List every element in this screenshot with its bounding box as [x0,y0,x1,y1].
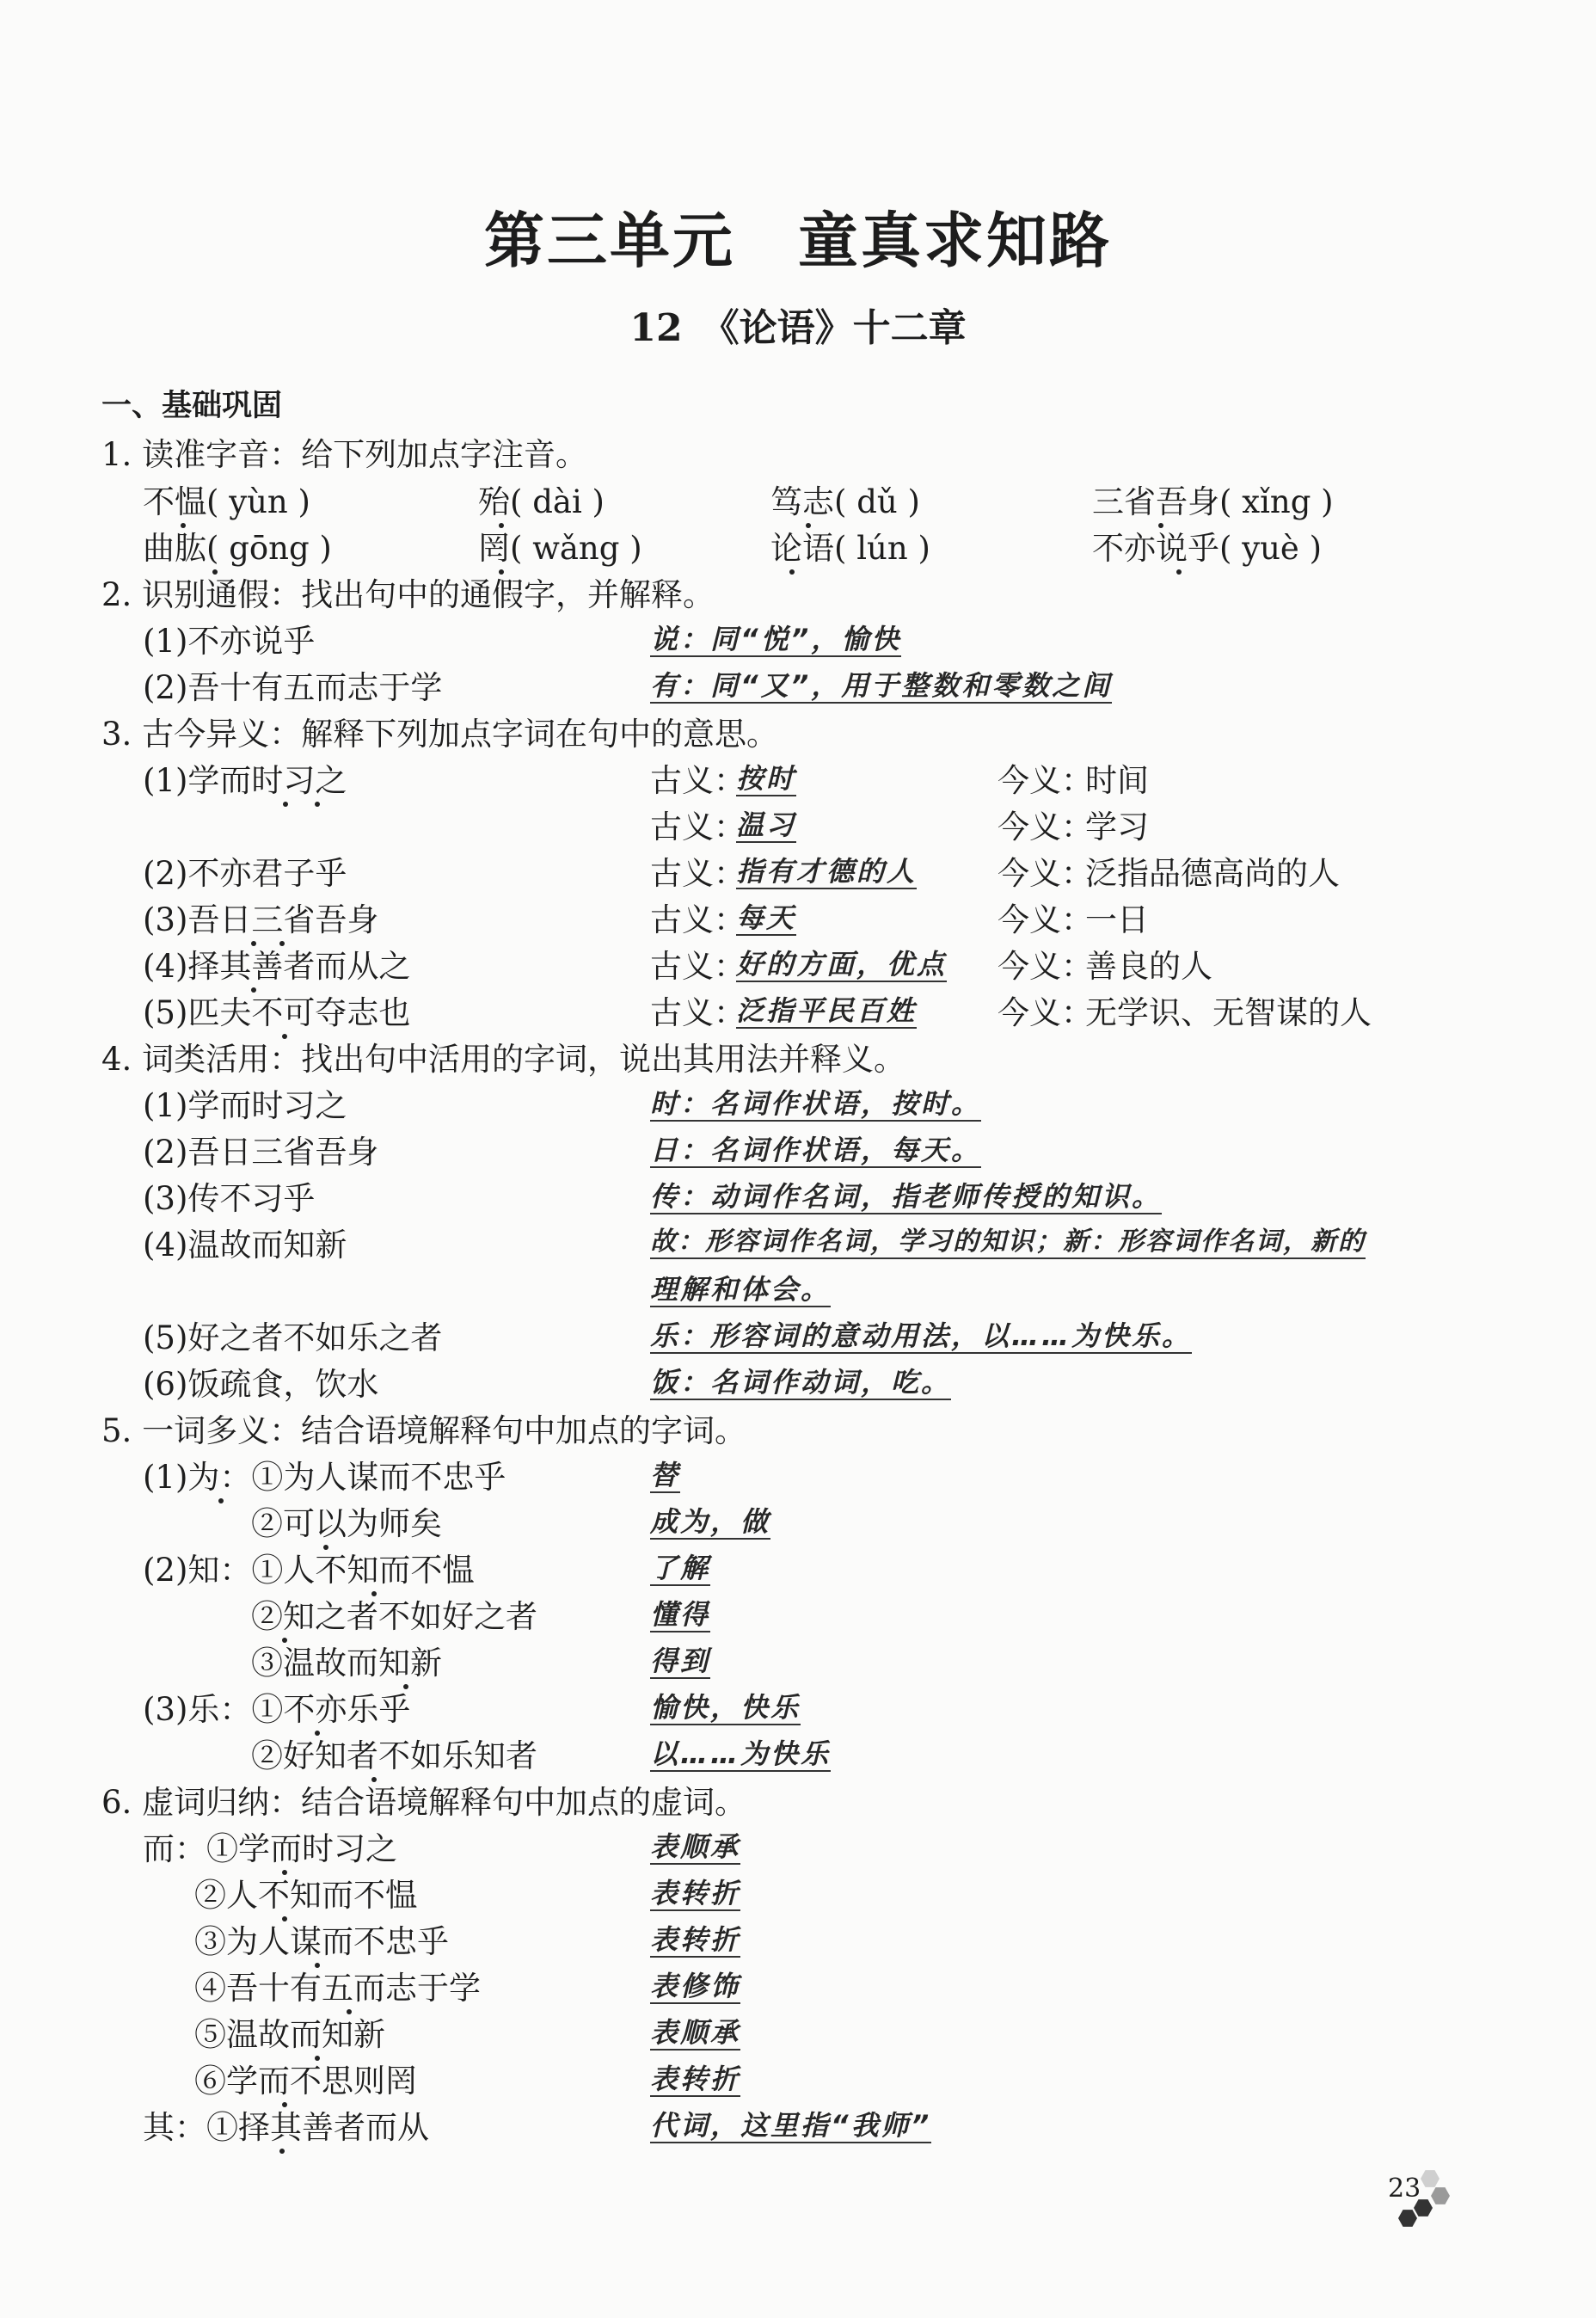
q6-prompt: 6. 虚词归纳：结合语境解释句中加点的虚词。 [101,1784,747,1821]
q4-answer: 时：名词作状语，按时。 [650,1087,982,1120]
q1-item: 罔( wǎng ) [478,530,642,567]
q5-label: (2)知：①人不知而不愠 [143,1552,475,1589]
q5-label: ②好知者不如乐知者 [251,1737,537,1774]
q5-answer: 得到 [650,1645,711,1677]
q4-answer: 传：动词作名词，指老师传授的知识。 [650,1180,1163,1213]
modern-label: 今义： [998,994,1093,1031]
q3-label: (1)学而时习之 [143,762,347,799]
q4-label: (3)传不习乎 [143,1180,316,1217]
q1-item: 笃志( dǔ ) [770,483,920,520]
hexagon-decoration [1398,2209,1417,2228]
q4-answer: 日：名词作状语，每天。 [650,1134,982,1166]
emphasis-dot [403,1684,408,1689]
page-number: 23 [1388,2174,1421,2204]
q5-label: ③温故而知新 [251,1645,442,1682]
q4-label: (4)温故而知新 [143,1227,347,1264]
q4-label: (1)学而时习之 [143,1087,347,1124]
unit-title: 第三单元 童真求知路 [484,205,1112,276]
q5-answer: 愉快，快乐 [650,1691,801,1724]
q6-label: 而：①学而时习之 [143,1830,397,1867]
modern-label: 今义： [998,809,1093,845]
q5-label: ②知之者不如好之者 [251,1598,537,1635]
q4-label: (6)饭疏食，饮水 [143,1366,379,1403]
q1-item: 曲肱( gōng ) [143,530,332,567]
q3-ancient: 好的方面，优点 [736,948,948,981]
q4-prompt: 4. 词类活用：找出句中活用的字词，说出其用法并释义。 [101,1041,906,1078]
emphasis-dot [181,523,186,528]
q3-prompt: 3. 古今异义：解释下列加点字词在句中的意思。 [101,716,779,753]
q3-modern: 学习 [1085,809,1149,845]
emphasis-dot [279,941,285,946]
q5-answer: 替 [650,1459,681,1491]
q6-answer: 表转折 [650,1877,741,1909]
q5-answer: 以……为快乐 [650,1737,832,1770]
q3-label: (4)择其善者而从之 [143,948,411,985]
emphasis-dot [789,569,795,575]
ancient-label: 古义： [650,855,746,892]
modern-label: 今义： [998,901,1093,938]
emphasis-dot [282,2102,287,2107]
q2-label: (1)不亦说乎 [143,623,316,660]
q4-label: (5)好之者不如乐之者 [143,1319,443,1356]
section-heading: 一、基础巩固 [101,389,283,423]
ancient-label: 古义： [650,994,746,1031]
q3-ancient: 泛指平民百姓 [736,994,918,1027]
emphasis-dot [499,569,504,575]
emphasis-dot [251,941,256,946]
q2-prompt: 2. 识别通假：找出句中的通假字，并解释。 [101,576,715,613]
emphasis-dot [315,1731,320,1736]
ancient-label: 古义： [650,901,746,938]
emphasis-dot [499,523,504,528]
q5-label: ②可以为师矣 [251,1505,442,1542]
emphasis-dot [251,987,256,993]
ancient-label: 古义： [650,948,746,985]
q5-answer: 了解 [650,1552,711,1584]
emphasis-dot [347,2009,352,2014]
emphasis-dot [806,523,811,528]
q3-modern: 善良的人 [1085,948,1212,985]
ancient-label: 古义： [650,762,746,799]
q4-label: (2)吾日三省吾身 [143,1134,379,1171]
emphasis-dot [315,802,320,807]
ancient-label: 古义： [650,809,746,845]
q2-answer: 有：同“又”，用于整数和零数之间 [650,669,1113,702]
q6-label: ②人不知而不愠 [194,1877,417,1914]
emphasis-dot [282,1916,287,1921]
q3-modern: 无学识、无智谋的人 [1085,994,1372,1031]
emphasis-dot [282,1638,287,1643]
modern-label: 今义： [998,948,1093,985]
q6-label: ④吾十有五而志于学 [194,1970,481,2007]
emphasis-dot [283,802,288,807]
modern-label: 今义： [998,855,1093,892]
q4-answer: 饭：名词作动词，吃。 [650,1366,952,1399]
emphasis-dot [1176,569,1182,575]
q1-item: 论语( lún ) [770,530,930,567]
q6-answer: 表顺承 [650,2016,741,2049]
q3-ancient: 每天 [736,901,797,934]
q5-label: (3)乐：①不亦乐乎 [143,1691,411,1728]
hexagon-decoration [1431,2186,1450,2205]
hexagon-decoration [1421,2169,1439,2188]
q5-answer: 懂得 [650,1598,711,1631]
emphasis-dot [315,1963,320,1968]
q4-answer-continued: 理解和体会。 [650,1273,832,1306]
q1-prompt: 1. 读准字音：给下列加点字注音。 [101,436,588,473]
q2-label: (2)吾十有五而志于学 [143,669,443,706]
q1-item: 殆( dài ) [478,483,605,520]
q6-label: ⑥学而不思则罔 [194,2063,417,2100]
q2-answer: 说：同“悦”，愉快 [650,623,902,655]
q5-answer: 成为，做 [650,1505,771,1538]
q1-item: 不愠( yùn ) [143,483,310,520]
q6-label: ③为人谋而不忠乎 [194,1923,449,1960]
emphasis-dot [371,1777,377,1782]
q1-item: 不亦说乎( yuè ) [1092,530,1323,567]
emphasis-dot [218,1498,224,1503]
q6-answer: 表修饰 [650,1970,741,2002]
emphasis-dot [371,1591,377,1596]
emphasis-dot [1158,523,1163,528]
emphasis-dot [212,569,218,575]
q3-label: (3)吾日三省吾身 [143,901,379,938]
emphasis-dot [282,1870,287,1875]
q3-ancient: 按时 [736,762,797,795]
q3-ancient: 温习 [736,809,797,841]
modern-label: 今义： [998,762,1093,799]
lesson-title: 12 《论语》十二章 [629,306,967,350]
q3-modern: 泛指品德高尚的人 [1085,855,1340,892]
q4-answer: 故：形容词作名词，学习的知识；新：形容词作名词，新的 [650,1229,1366,1259]
emphasis-dot [323,1545,328,1550]
q6-answer: 代词，这里指“我师” [650,2109,932,2142]
q3-label: (5)匹夫不可夺志也 [143,994,411,1031]
q3-ancient: 指有才德的人 [736,855,918,888]
q6-answer: 表转折 [650,2063,741,2095]
emphasis-dot [279,2149,285,2154]
q3-label: (2)不亦君子乎 [143,855,347,892]
q5-prompt: 5. 一词多义：结合语境解释句中加点的字词。 [101,1412,747,1449]
q6-answer: 表转折 [650,1923,741,1956]
q3-modern: 一日 [1085,901,1149,938]
q3-modern: 时间 [1085,762,1149,799]
emphasis-dot [282,1034,287,1039]
q4-answer: 乐：形容词的意动用法，以……为快乐。 [650,1319,1193,1352]
emphasis-dot [315,2056,320,2061]
q6-label: 其：①择其善者而从 [143,2109,429,2146]
q5-label: (1)为：①为人谋而不忠乎 [143,1459,506,1496]
q6-answer: 表顺承 [650,1830,741,1863]
q1-item: 三省吾身( xǐng ) [1092,483,1334,520]
q6-label: ⑤温故而知新 [194,2016,385,2053]
